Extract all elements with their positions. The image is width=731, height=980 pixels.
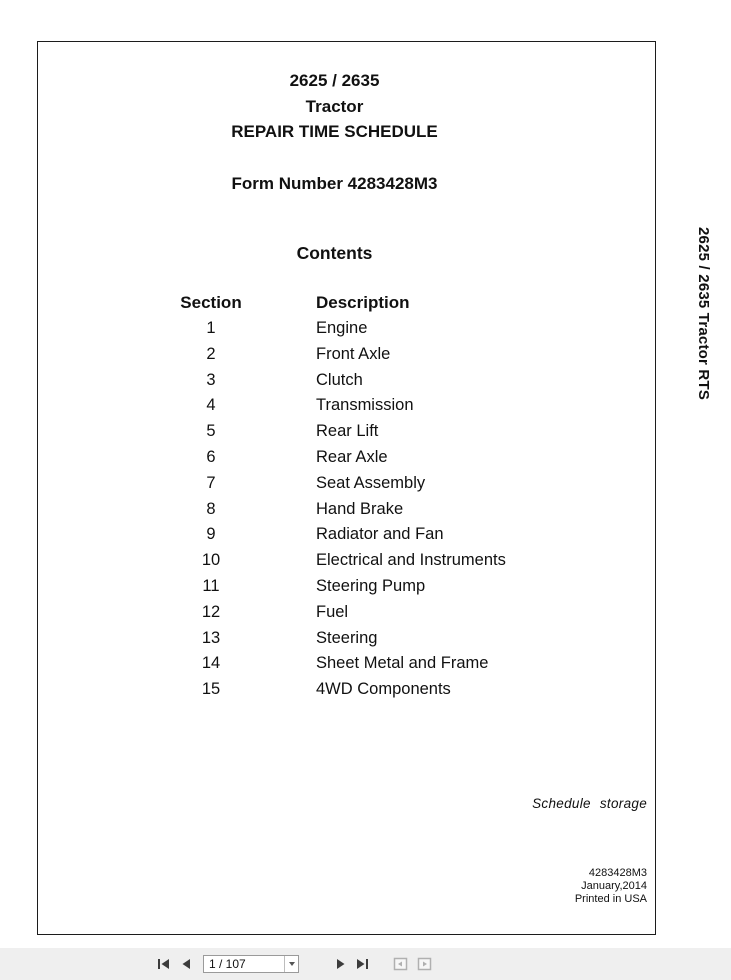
- section-number: 2: [206, 344, 216, 363]
- last-page-button[interactable]: [355, 954, 371, 974]
- section-description: Rear Lift: [316, 422, 379, 441]
- contents-row: [175, 368, 506, 394]
- section-number: 11: [202, 576, 220, 595]
- section-number: 4: [206, 396, 216, 415]
- section-description: Electrical and Instruments: [316, 551, 506, 570]
- page-dropdown-button[interactable]: [284, 956, 298, 972]
- next-view-icon: [417, 957, 432, 971]
- section-description: Rear Axle: [316, 447, 388, 466]
- contents-row: [175, 677, 506, 703]
- first-page-button[interactable]: [156, 954, 172, 974]
- section-number: 8: [206, 499, 216, 518]
- last-page-icon: [356, 958, 370, 970]
- section-number: 13: [201, 628, 221, 647]
- form-number: Form Number 4283428M3: [231, 174, 438, 193]
- next-view-button[interactable]: [416, 954, 433, 974]
- section-number: 10: [201, 551, 221, 570]
- contents-row: [175, 445, 506, 471]
- contents-row: [175, 419, 506, 445]
- contents-row: [175, 574, 506, 600]
- section-description: Hand Brake: [316, 499, 404, 518]
- prev-page-button[interactable]: [179, 954, 193, 974]
- first-page-icon: [157, 958, 171, 970]
- side-tab-label: 2625 / 2635 Tractor RTS: [695, 227, 712, 401]
- section-description: Engine: [316, 319, 368, 337]
- footer-date: January,2014: [581, 880, 647, 892]
- section-number: 1: [206, 319, 216, 337]
- section-description: Fuel: [316, 602, 349, 621]
- pdf-toolbar: [0, 948, 731, 980]
- doc-title-type: REPAIR TIME SCHEDULE: [231, 122, 438, 141]
- col-header-section: Section: [180, 293, 242, 312]
- contents-row: [175, 497, 506, 523]
- section-number: 9: [206, 525, 216, 544]
- contents-row: [175, 393, 506, 419]
- col-header-description: Description: [316, 293, 410, 312]
- prev-page-icon: [180, 958, 192, 970]
- next-page-button[interactable]: [334, 954, 348, 974]
- section-number: 7: [206, 473, 216, 492]
- footer-printed-in: Printed in USA: [574, 893, 647, 905]
- section-description: Steering: [316, 628, 378, 647]
- contents-row: [175, 600, 506, 626]
- section-description: 4WD Components: [316, 680, 451, 699]
- prev-view-button[interactable]: [392, 954, 409, 974]
- section-number: 3: [206, 370, 216, 389]
- section-description: Clutch: [316, 370, 363, 389]
- storage-note: Schedule storage: [532, 796, 647, 811]
- section-number: 5: [206, 422, 216, 441]
- contents-rows: [175, 316, 506, 703]
- footer-form-number: 4283428M3: [588, 867, 647, 879]
- doc-title-model: 2625 / 2635: [289, 71, 380, 90]
- contents-row: [175, 651, 506, 677]
- page-number-value: 1 / 107: [209, 957, 246, 971]
- section-description: Seat Assembly: [316, 473, 426, 492]
- contents-row: [175, 471, 506, 497]
- section-number: 15: [201, 680, 221, 699]
- contents-header-row: [175, 290, 506, 316]
- next-page-icon: [335, 958, 347, 970]
- section-description: Transmission: [316, 396, 414, 415]
- section-number: 12: [201, 602, 221, 621]
- section-description: Sheet Metal and Frame: [316, 654, 489, 673]
- section-description: Front Axle: [316, 344, 391, 363]
- contents-heading: Contents: [296, 243, 373, 263]
- section-description: Radiator and Fan: [316, 525, 444, 544]
- contents-row: [175, 342, 506, 368]
- page-number-field[interactable]: [203, 955, 299, 973]
- doc-title-product: Tractor: [305, 96, 364, 116]
- print-footer: [575, 867, 647, 906]
- doc-title: [38, 68, 655, 145]
- contents-row: [175, 626, 506, 652]
- contents-row: [175, 522, 506, 548]
- section-number: 6: [206, 447, 216, 466]
- section-number: 14: [201, 654, 221, 673]
- contents-row: [175, 316, 506, 342]
- dropdown-caret-icon: [289, 962, 295, 966]
- contents-row: [175, 548, 506, 574]
- document-page: [37, 41, 656, 935]
- contents-table: [175, 290, 506, 703]
- prev-view-icon: [393, 957, 408, 971]
- section-description: Steering Pump: [316, 576, 426, 595]
